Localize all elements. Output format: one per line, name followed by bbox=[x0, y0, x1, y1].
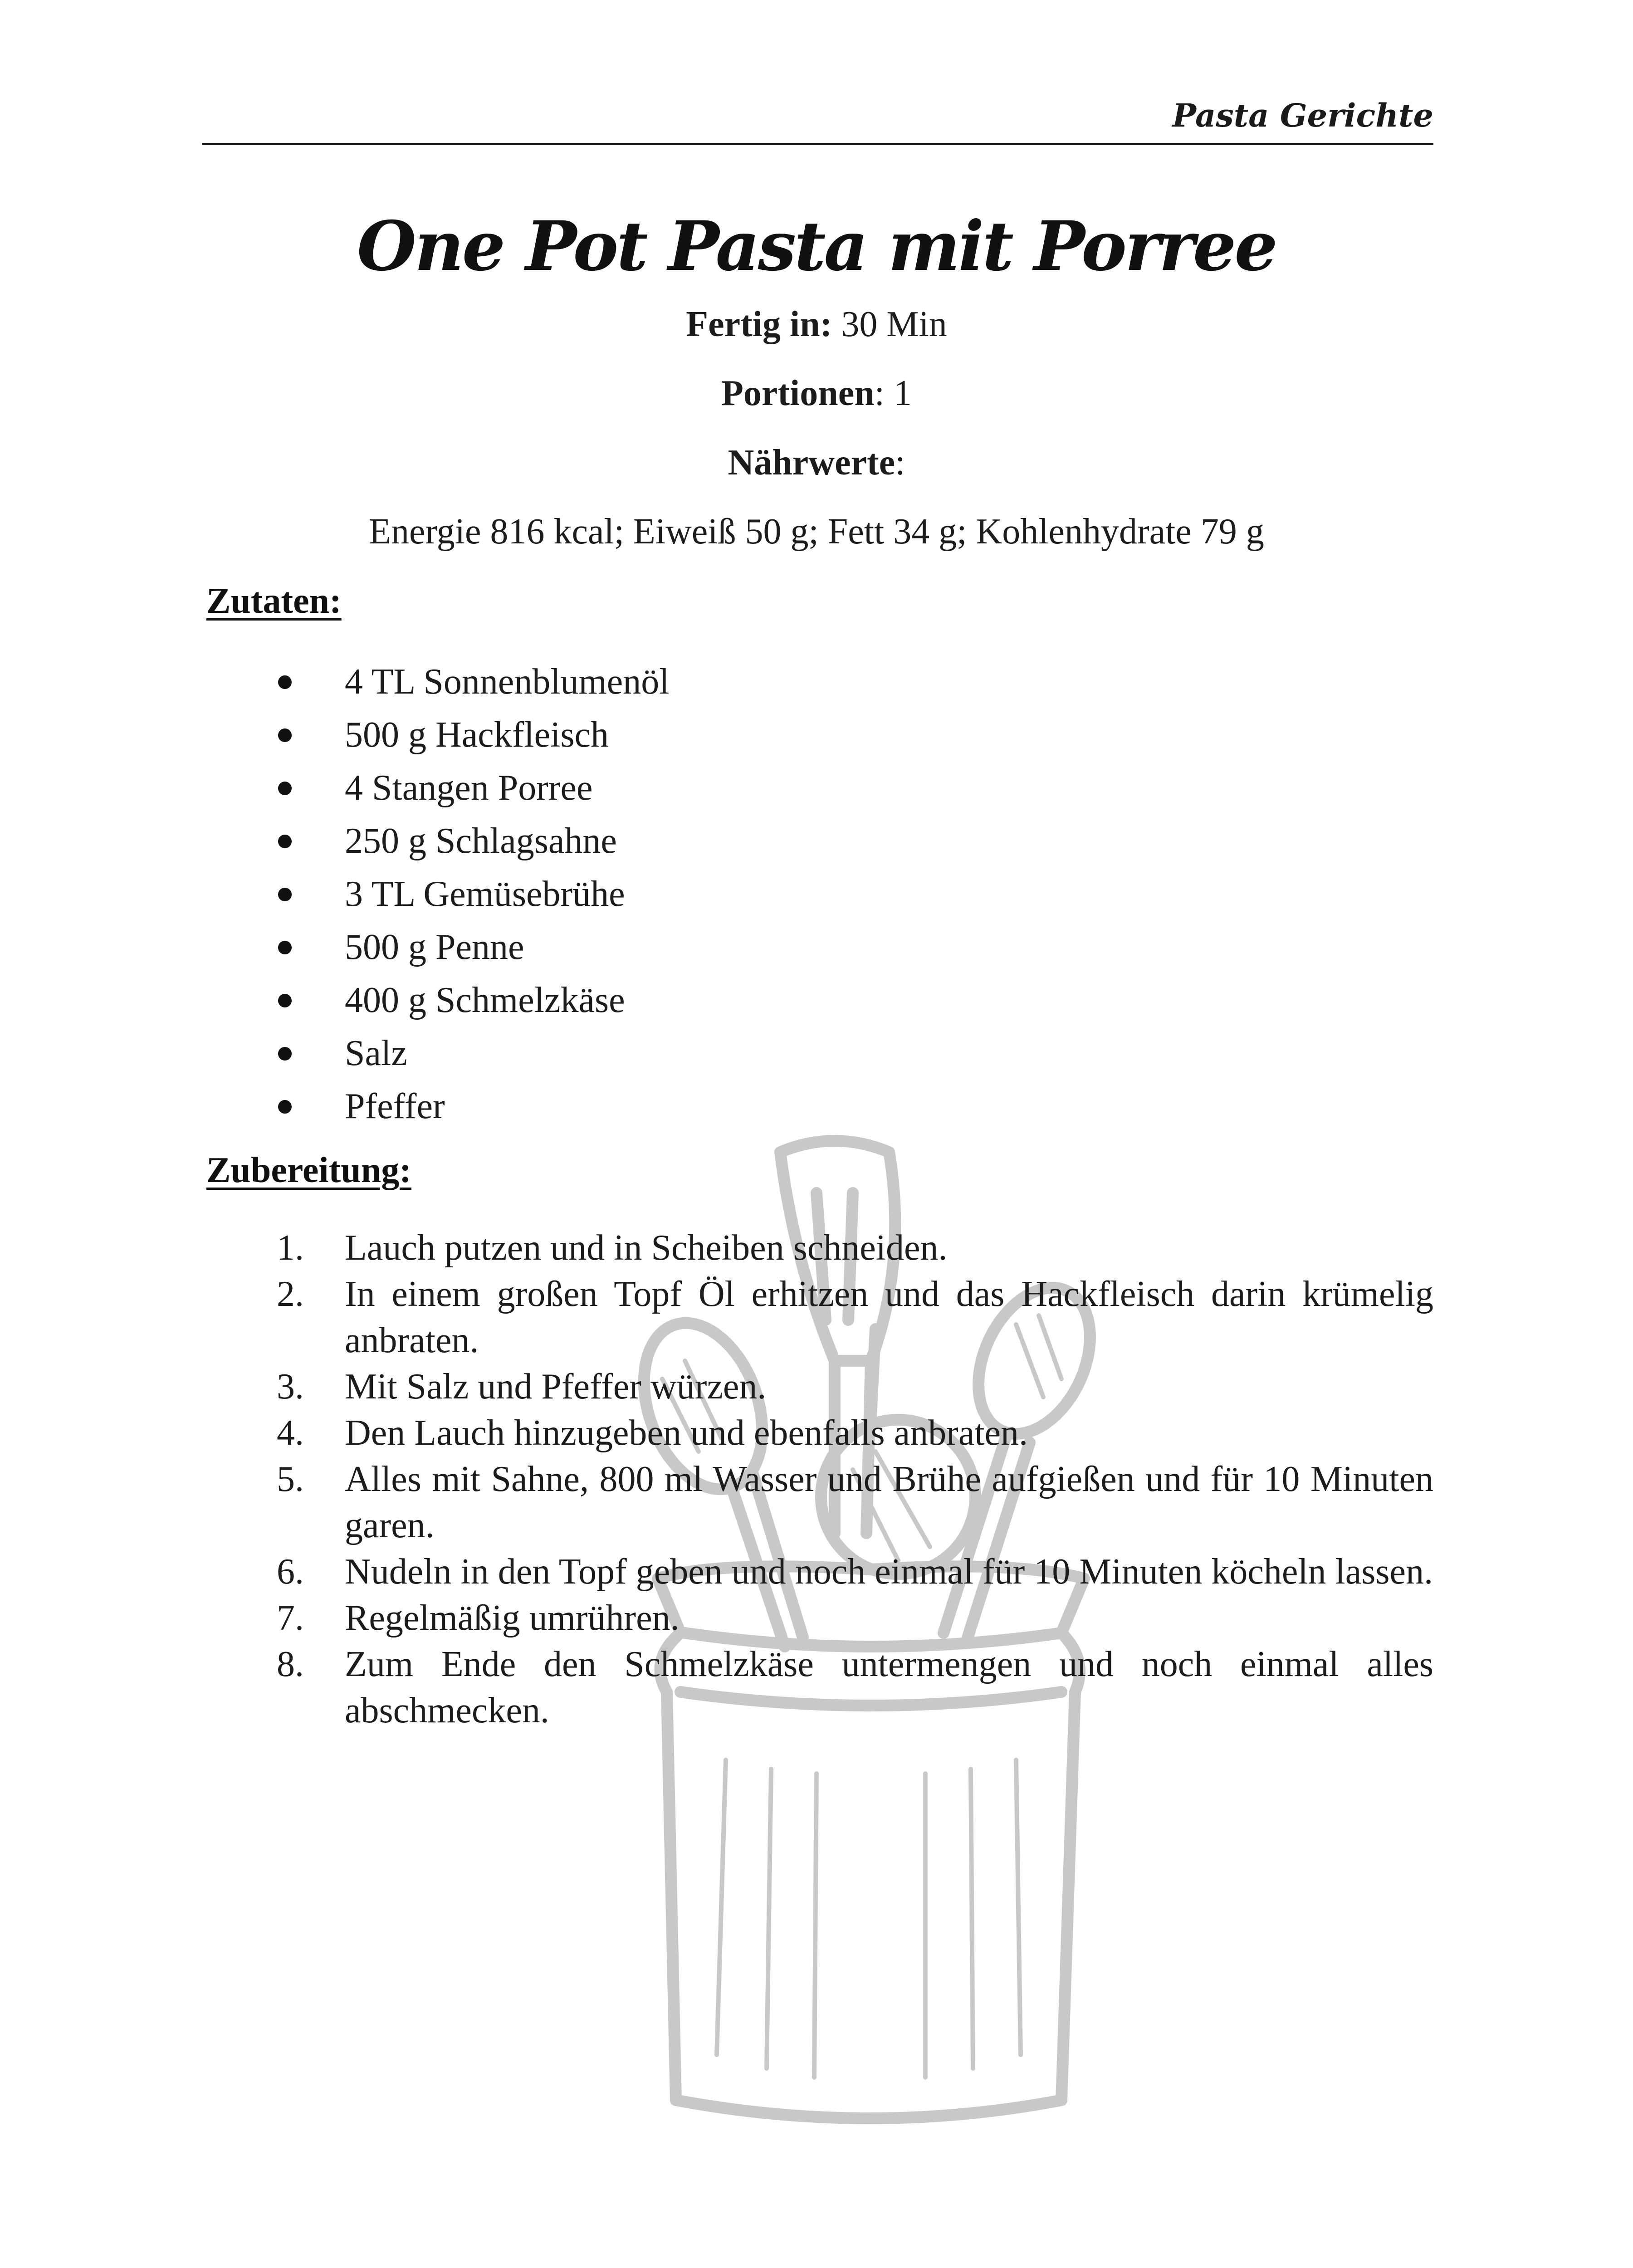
step-number: 6. bbox=[277, 1552, 304, 1592]
running-title: Pasta Gerichte bbox=[1172, 97, 1433, 134]
step-item bbox=[206, 1364, 1433, 1410]
step-number: 5. bbox=[277, 1459, 304, 1499]
page-header bbox=[202, 93, 1433, 145]
nutrition-label: Nährwerte bbox=[728, 443, 895, 483]
step-item bbox=[206, 1641, 1433, 1734]
bullet-icon bbox=[278, 994, 292, 1007]
ingredient-text: 400 g Schmelzkäse bbox=[345, 980, 625, 1020]
step-item bbox=[206, 1595, 1433, 1641]
ingredient-text: 4 TL Sonnenblumenöl bbox=[345, 662, 670, 702]
ingredient-item bbox=[206, 709, 670, 762]
ingredient-text: 500 g Penne bbox=[345, 927, 524, 967]
nutrition-colon: : bbox=[895, 443, 905, 483]
bullet-icon bbox=[278, 888, 292, 901]
cooking-time-label: Fertig in: bbox=[686, 304, 832, 344]
nutrition-values: Energie 816 kcal; Eiweiß 50 g; Fett 34 g; Kohlenhydrate 79 g bbox=[369, 512, 1264, 552]
ingredient-text: Pfeffer bbox=[345, 1086, 445, 1126]
bullet-icon bbox=[278, 835, 292, 848]
bullet-icon bbox=[278, 782, 292, 795]
step-number: 7. bbox=[277, 1598, 304, 1638]
bullet-icon bbox=[278, 728, 292, 742]
portions-value: : 1 bbox=[874, 373, 912, 413]
step-text: In einem großen Topf Öl erhitzen und das Hackfleisch darin krümelig anbraten. bbox=[345, 1274, 1433, 1360]
cooking-time-value: 30 Min bbox=[832, 304, 947, 344]
ingredients-heading: Zutaten: bbox=[206, 581, 342, 621]
ingredient-item bbox=[206, 1027, 670, 1080]
ingredient-list bbox=[206, 655, 670, 1133]
step-text: Alles mit Sahne, 800 ml Wasser und Brühe aufgießen und für 10 Minuten garen. bbox=[345, 1459, 1433, 1545]
step-text: Regelmäßig umrühren. bbox=[345, 1598, 680, 1638]
step-item bbox=[206, 1549, 1433, 1595]
ingredient-text: 4 Stangen Porree bbox=[345, 768, 593, 808]
ingredient-item bbox=[206, 655, 670, 709]
cooking-time bbox=[0, 304, 1633, 345]
step-item bbox=[206, 1271, 1433, 1364]
portions bbox=[0, 373, 1633, 414]
ingredient-text: 500 g Hackfleisch bbox=[345, 715, 609, 755]
step-item bbox=[206, 1410, 1433, 1456]
bullet-icon bbox=[278, 675, 292, 689]
step-number: 1. bbox=[277, 1228, 304, 1268]
step-number: 8. bbox=[277, 1644, 304, 1684]
step-text: Zum Ende den Schmelzkäse untermengen und noch einmal alles abschmecken. bbox=[345, 1644, 1433, 1730]
ingredient-text: 250 g Schlagsahne bbox=[345, 821, 617, 861]
step-text: Den Lauch hinzugeben und ebenfalls anbraten. bbox=[345, 1413, 1028, 1453]
nutrition-heading bbox=[0, 442, 1633, 484]
step-text: Mit Salz und Pfeffer würzen. bbox=[345, 1367, 767, 1407]
ingredient-text: Salz bbox=[345, 1033, 407, 1073]
bullet-icon bbox=[278, 1047, 292, 1061]
ingredient-item bbox=[206, 762, 670, 815]
step-text: Lauch putzen und in Scheiben schneiden. bbox=[345, 1228, 948, 1268]
ingredient-text: 3 TL Gemüsebrühe bbox=[345, 874, 625, 914]
bullet-icon bbox=[278, 941, 292, 954]
step-number: 4. bbox=[277, 1413, 304, 1453]
ingredient-item bbox=[206, 974, 670, 1027]
step-item bbox=[206, 1225, 1433, 1271]
ingredient-item bbox=[206, 1080, 670, 1133]
recipe-title: One Pot Pasta mit Porree bbox=[357, 206, 1276, 286]
ingredient-item bbox=[206, 815, 670, 868]
bullet-icon bbox=[278, 1100, 292, 1114]
step-number: 3. bbox=[277, 1367, 304, 1407]
ingredient-item bbox=[206, 868, 670, 921]
portions-label: Portionen bbox=[721, 373, 875, 413]
step-item bbox=[206, 1456, 1433, 1549]
preparation-steps bbox=[206, 1225, 1433, 1734]
step-number: 2. bbox=[277, 1274, 304, 1314]
ingredient-item bbox=[206, 921, 670, 974]
step-text: Nudeln in den Topf geben und noch einmal für 10 Minuten köcheln lassen. bbox=[345, 1552, 1433, 1592]
preparation-heading: Zubereitung: bbox=[206, 1150, 411, 1190]
